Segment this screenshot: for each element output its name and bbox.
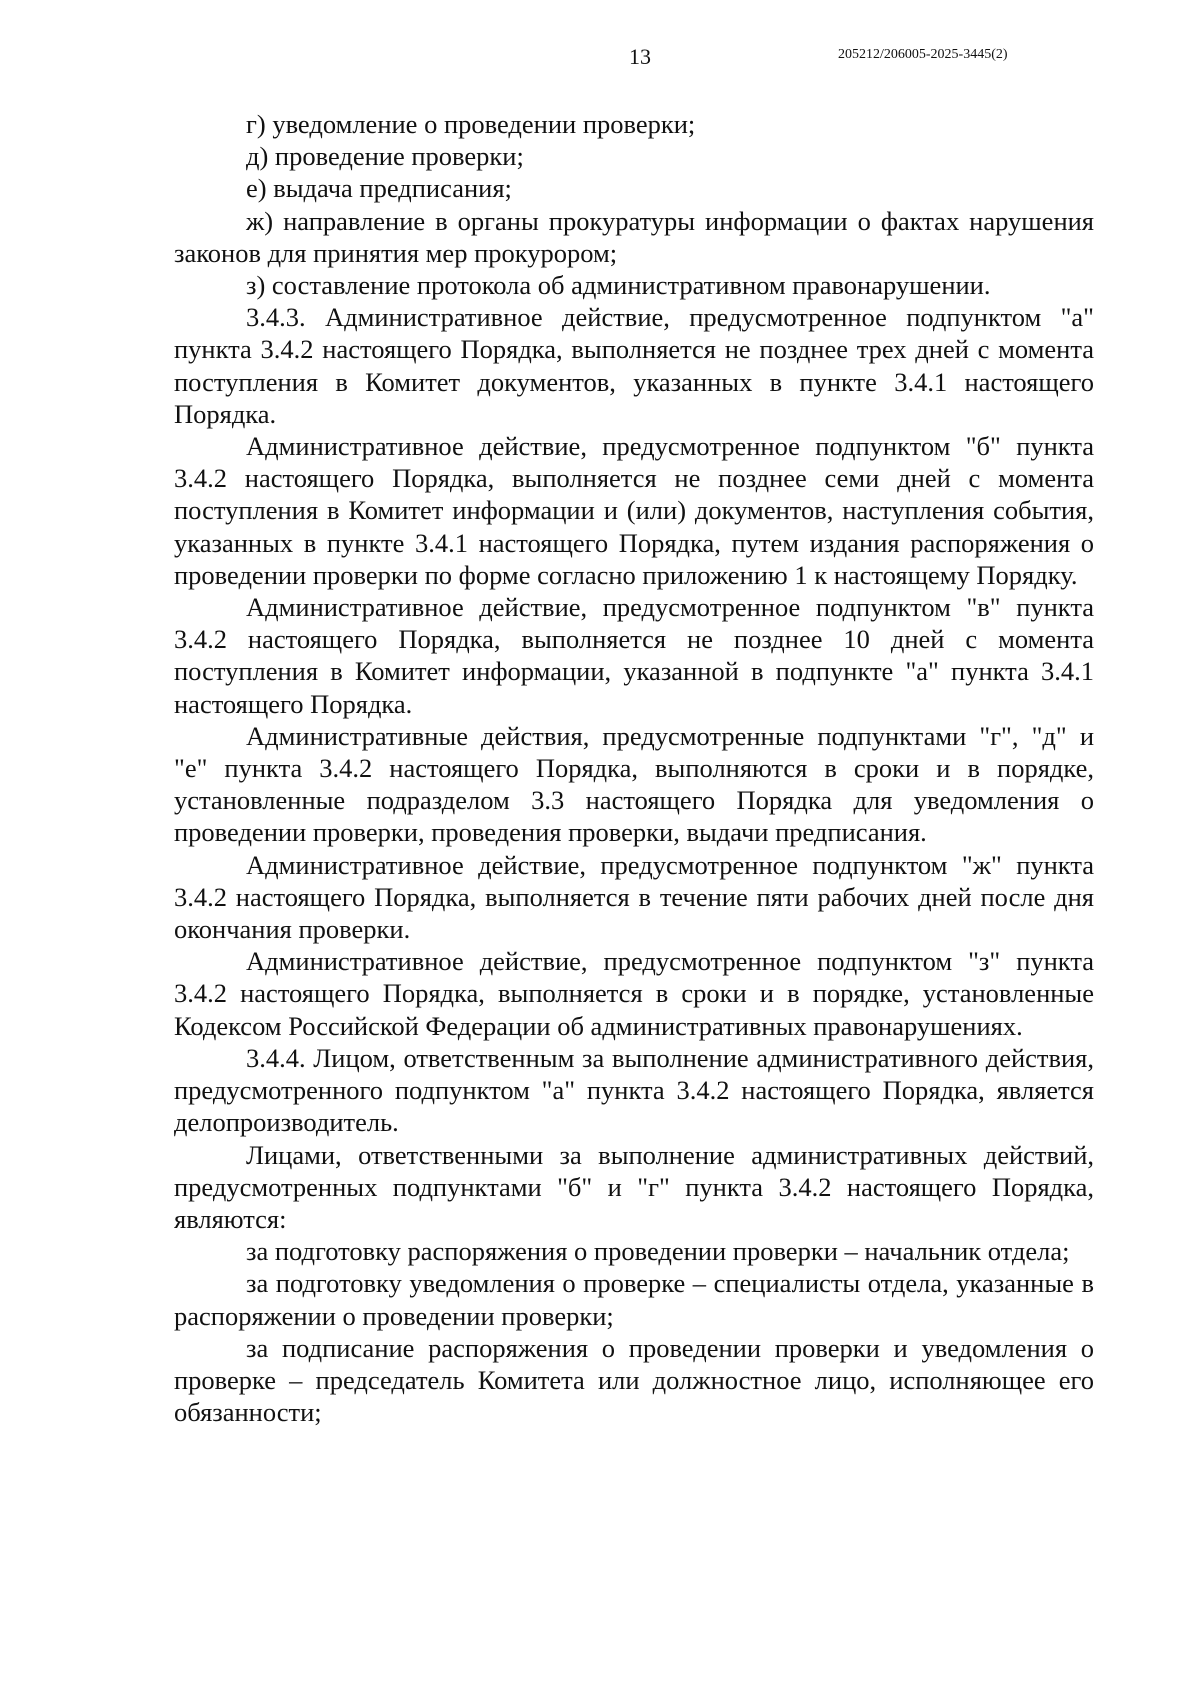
paragraph-item-g: г) уведомление о проведении проверки;: [246, 109, 696, 139]
page-number: 13: [629, 44, 651, 69]
document-body: [174, 108, 1094, 1428]
paragraph-item-e: е) выдача предписания;: [246, 173, 512, 204]
paragraph-actions-g-d-e: Административные действия, предусмотренные подпунктами "г", "д" и "е" пункта 3.4.2 настоящего Порядка, выполняются в сроки и в порядке, установленные подразделом 3.3 настоящего Порядка для уведомления о проведении проверки, проведения проверки, выдачи предписания.: [174, 720, 1094, 848]
paragraph-action-v: Административное действие, предусмотренное подпунктом "в" пункта 3.4.2 настоящего Порядка, выполняется не позднее 10 дней с момента поступления в Комитет информации, указанной в подпункте "а" пункта 3.4.1 настоящего Порядка.: [174, 592, 1094, 719]
paragraph-item-z: з) составление протокола об административном правонарушении.: [246, 270, 991, 301]
paragraph-action-zh: Административное действие, предусмотренное подпунктом "ж" пункта 3.4.2 настоящего Порядка, выполняется в течение пяти рабочих дней после дня окончания проверки.: [174, 849, 1094, 945]
paragraph-signing: за подписание распоряжения о проведении проверки и уведомления о проверке – председатель Комитета или должностное лицо, исполняющее его обязанности;: [174, 1332, 1094, 1428]
document-code: 205212/206005-2025-3445(2): [838, 47, 1008, 62]
paragraph-3-4-4: 3.4.4. Лицом, ответственным за выполнение административного действия, предусмотренного подпунктом "а" пункта 3.4.2 настоящего Порядка, является делопроизводитель.: [174, 1042, 1094, 1138]
paragraph-item-d: д) проведение проверки;: [246, 141, 524, 172]
paragraph-3-4-3: 3.4.3. Административное действие, предусмотренное подпунктом "а" пункта 3.4.2 настоящего Порядка, выполняется не позднее трех дней с момента поступления в Комитет документов, указанных в пункте 3.4.1 настоящего Порядка.: [174, 302, 1094, 429]
paragraph-responsible-persons: Лицами, ответственными за выполнение административных действий, предусмотренных подпунктами "б" и "г" пункта 3.4.2 настоящего Порядка, являются:: [174, 1139, 1094, 1234]
paragraph-item-zh: ж) направление в органы прокуратуры информации о фактах нарушения законов для принятия мер прокурором;: [174, 205, 1094, 268]
paragraph-action-z: Административное действие, предусмотренное подпунктом "з" пункта 3.4.2 настоящего Порядка, выполняется в сроки и в порядке, установленные Кодексом Российской Федерации об административных правонарушениях.: [174, 946, 1094, 1041]
paragraph-order-preparation: за подготовку распоряжения о проведении проверки – начальник отдела;: [246, 1236, 1070, 1267]
paragraph-notice-preparation: за подготовку уведомления о проверке – специалисты отдела, указанные в распоряжении о проведении проверки;: [174, 1268, 1094, 1331]
paragraph-action-b: Административное действие, предусмотренное подпунктом "б" пункта 3.4.2 настоящего Порядка, выполняется не позднее семи дней с момента поступления в Комитет информации и (или) документов, наступления события, указанных в пункте 3.4.1 настоящего Порядка, путем издания распоряжения о проведении проверки по форме согласно приложению 1 к настоящему Порядку.: [174, 431, 1094, 590]
